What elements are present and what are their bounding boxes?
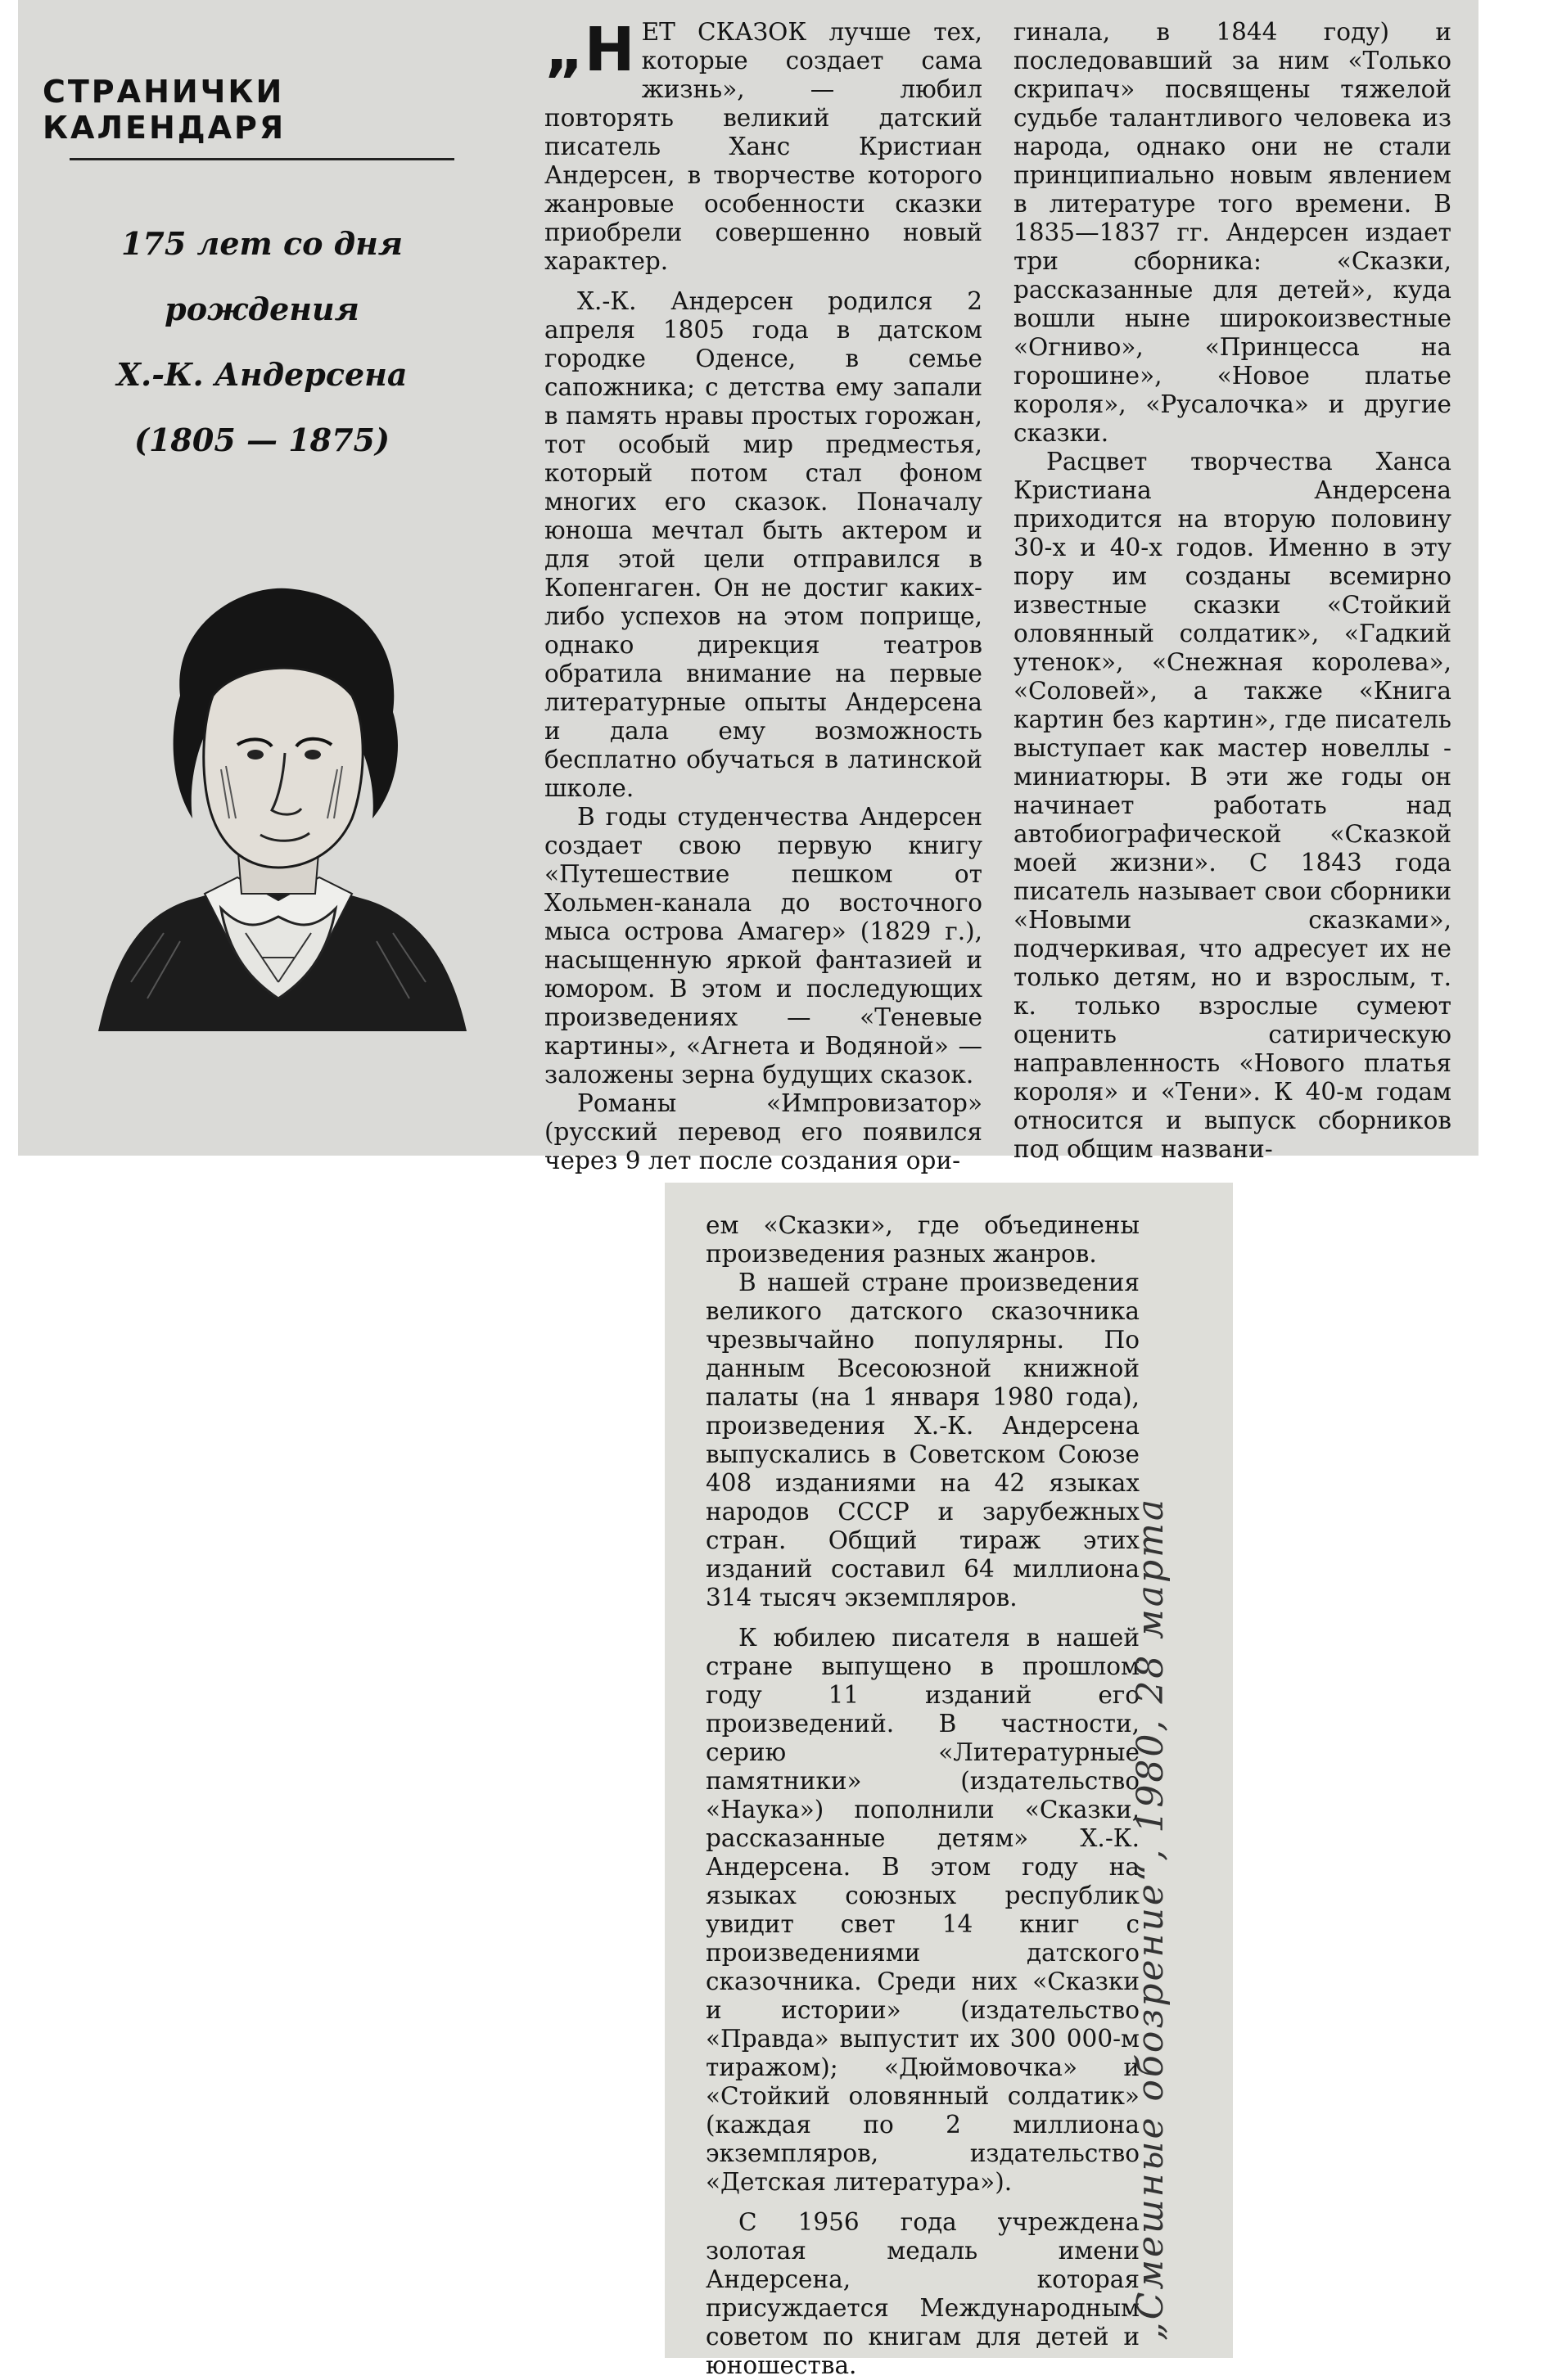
paragraph: Расцвет творчества Ханса Кристиана Андерсена приходится на вторую половину 30-х и 40-х годов. Именно в эту пору им созданы всемирно известные сказки «Стойкий оловянный солдатик», «Гадкий утенок», «Снежная королева», «Соловей», а также «Книга картин без картин», где писатель выступает как мастер новеллы - миниатюры. В эти же годы он начинает работать над автобиографической «Сказкой моей жизни». С 1843 года писатель называет свои сборники «Новыми сказками», подчеркивая, что адресует их не только детям, но и взрослым, т. к. только взрослые сумеют оценить сатирическую направленность «Нового платья короля» и «Тени». К 40-м годам относится и выпуск сборников под общим названи- — [1013, 448, 1451, 1163]
subtitle-line-3: Х.-К. Андерсена — [116, 356, 408, 393]
paragraph: К юбилею писателя в нашей стране выпущено в прошлом году 11 изданий его произведений. В частности, серию «Литературные памятники» (издательство «Наука») пополнили «Сказки, рассказанные детям» Х.-К. Андерсена. В этом году на языках союзных республик увидит свет 14 книг с произведениями датского сказочника. Среди них «Сказки и истории» (издательство «Правда» выпустит их 300 000-м тиражом); «Дюймовочка» и «Стойкий оловянный солдатик» (каждая по 2 миллиона экземпляров, издательство «Детская литература»). — [706, 1624, 1140, 2196]
subtitle-line-2: рождения — [165, 291, 359, 327]
drop-cap: „Н — [544, 15, 635, 85]
paragraph: В годы студенчества Андерсен создает свою первую книгу «Путешествие пешком от Хольмен-канала до восточного мыса острова Амагер» (1829 г.), насыщенную яркой фантазией и юмором. В этом и последующих произведениях — «Теневые картины», «Агнета и Водяной» — заложены зерна будущих сказок. — [544, 803, 982, 1089]
paragraph: ем «Сказки», где объединены произведения разных жанров. — [706, 1211, 1140, 1268]
article-column-2 — [1013, 18, 1451, 1164]
paragraph-text: ЕТ СКАЗОК лучше тех, которые создает сама жизнь», — любил повторять великий датский писатель Ханс Кристиан Андерсен, в творчестве которого жанровые особенности сказки приобрели совершенно новый характер. — [544, 18, 982, 275]
article-column-1 — [544, 15, 982, 1175]
paragraph: Х.-К. Андерсен родился 2 апреля 1805 года в датском городке Оденсе, в семье сапожника; с детства ему запали в память нравы простых горожан, тот особый мир предместья, который потом стал фоном многих его сказок. Поначалу юноша мечтал быть актером и для этой цели отправился в Копенгаген. Он не достиг каких-либо успехов на этом поприще, однако дирекция театров обратила внимание на первые литературные опыты Андерсена и дала ему возможность бесплатно обучаться в латинской школе. — [544, 287, 982, 802]
paragraph: Романы «Импровизатор» (русский перевод его появился через 9 лет после создания ори- — [544, 1089, 982, 1174]
rubric-title: СТРАНИЧКИ КАЛЕНДАРЯ — [43, 74, 287, 146]
article-column-3 — [706, 1211, 1140, 2380]
paragraph: гинала, в 1844 году) и последовавший за ним «Только скрипач» посвящены тяжелой судьбе талантливого человека из народа, однако они не стали принципиально новым явлением в литературе того времени. В 1835—1837 гг. Андерсен издает три сборника: «Сказки, рассказанные для детей», куда вошли ныне широкоизвестные «Огниво», «Принцесса на горошине», «Новое платье короля», «Русалочка» и другие сказки. — [1013, 18, 1451, 447]
paragraph — [544, 15, 982, 276]
handwritten-source-note: „Смешные обозрение“, 1980, 28 марта — [1130, 1496, 1172, 2341]
subtitle-line-4: (1805 — 1875) — [134, 421, 390, 458]
paragraph: С 1956 года учреждена золотая медаль имени Андерсена, которая присуждается Международным советом по книгам для детей и юношества. — [706, 2208, 1140, 2379]
subtitle-line-1: 175 лет со дня — [120, 225, 404, 262]
paragraph: В нашей стране произведения великого датского сказочника чрезвычайно популярны. По данным Всесоюзной книжной палаты (на 1 января 1980 года), произведения Х.-К. Андерсена выпускались в Советском Союзе 408 изданиями на 42 языках народов СССР и зарубежных стран. Общий тираж этих изданий составил 64 миллиона 314 тысяч экземпляров. — [706, 1269, 1140, 1611]
rubric-underline — [70, 158, 454, 160]
portrait-engraving-icon — [82, 573, 475, 1031]
